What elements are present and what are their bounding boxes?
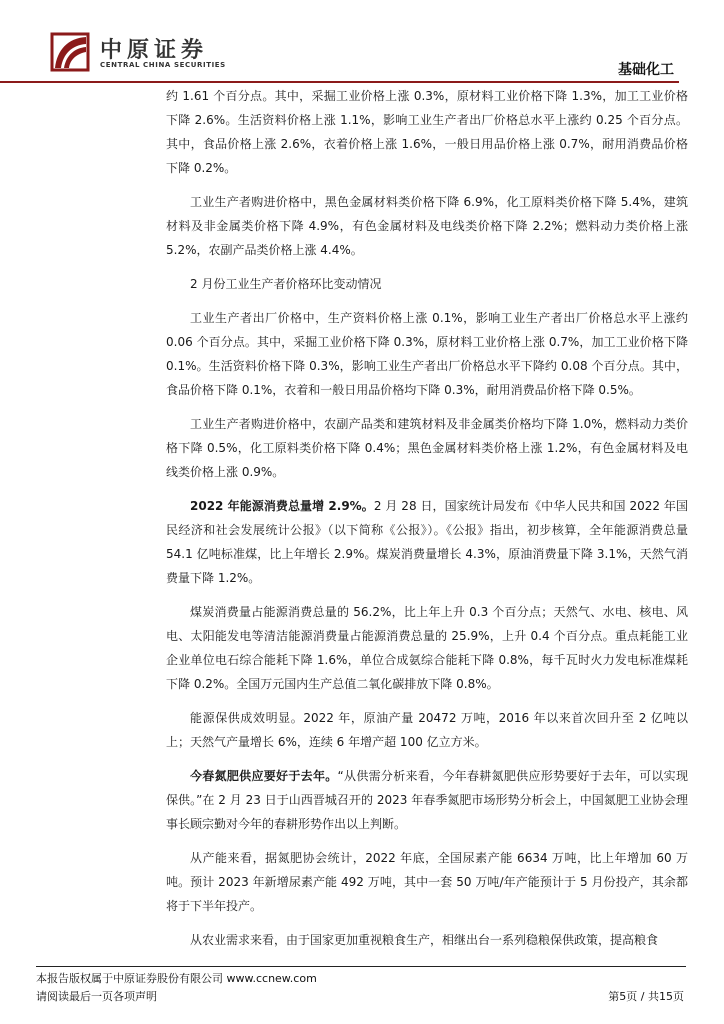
paragraph-lead: 2022 年能源消费总量增 2.9%。 — [190, 499, 374, 513]
paragraph — [166, 600, 688, 696]
footer-copyright-line — [36, 970, 317, 988]
paragraph — [166, 306, 688, 402]
paragraph — [166, 764, 688, 836]
header-divider — [0, 81, 679, 83]
logo-chinese-name: 中原证券 — [100, 38, 209, 63]
paragraph-text: 从产能来看，据氮肥协会统计，2022 年底，全国尿素产能 6634 万吨，比上年增加 60 万吨。预计 2023 年新增尿素产能 492 万吨，其中一套 50 万吨/年产能预计于 5 月份投产，其余都将于下半年投产。 — [166, 851, 688, 913]
paragraph-text: 工业生产者购进价格中，黑色金属材料类价格下降 6.9%，化工原料类价格下降 5.4%，建筑材料及非金属类价格下降 4.9%，有色金属材料及电线类价格下降 2.2%；燃料动力类价格上涨 5.2%，农副产品类价格上涨 4.4%。 — [166, 195, 688, 257]
footer-divider — [36, 966, 686, 967]
industry-label: 基础化工 — [618, 62, 674, 78]
footer-disclaimer: 请阅读最后一页各项声明 — [36, 990, 157, 1003]
paragraph — [166, 84, 688, 180]
paragraph — [166, 494, 688, 590]
page-number: 第5页 / 共15页 — [608, 990, 684, 1003]
paragraph-text: 煤炭消费量占能源消费总量的 56.2%，比上年上升 0.3 个百分点；天然气、水电、核电、风电、太阳能发电等清洁能源消费量占能源消费总量的 25.9%，上升 0.4 个百分点。重点耗能工业企业单位电石综合能耗下降 1.6%，单位合成氨综合能耗下降 0.8%，每千瓦时火力发电标准煤耗下降 0.2%。全国万元国内生产总值二氧化碳排放下降 0.8%。 — [166, 605, 688, 691]
page-footer — [36, 970, 317, 1006]
footer-website[interactable]: www.ccnew.com — [226, 972, 317, 985]
page-header — [0, 0, 724, 84]
paragraph-text: 约 1.61 个百分点。其中，采掘工业价格上涨 0.3%，原材料工业价格下降 1.3%，加工工业价格下降 2.6%。生活资料价格上涨 1.1%，影响工业生产者出厂价格总水平上涨约 0.25 个百分点。其中，食品价格上涨 2.6%，衣着价格上涨 1.6%，一般日用品价格上涨 0.7%，耐用消费品价格下降 0.2%。 — [166, 89, 688, 175]
paragraph — [166, 412, 688, 484]
paragraph-text: 2 月 28 日，国家统计局发布《中华人民共和国 2022 年国民经济和社会发展统计公报》（以下简称《公报》）。《公报》指出，初步核算，全年能源消费总量 54.1 亿吨标准煤，比上年增长 2.9%。煤炭消费量增长 4.3%，原油消费量下降 3.1%，天然气消费量下降 1.2%。 — [166, 499, 688, 585]
company-logo — [48, 30, 238, 74]
footer-copyright: 本报告版权属于中原证券股份有限公司 — [36, 972, 223, 985]
paragraph — [166, 846, 688, 918]
logo-mark-icon — [48, 30, 94, 74]
section-subtitle — [166, 272, 688, 296]
paragraph — [166, 928, 688, 952]
paragraph-text: 工业生产者购进价格中，农副产品类和建筑材料及非金属类价格均下降 1.0%，燃料动力类价格下降 0.5%，化工原料类价格下降 0.4%；黑色金属材料类价格上涨 1.2%，有色金属材料及电线类价格上涨 0.9%。 — [166, 417, 688, 479]
logo-english-name: CENTRAL CHINA SECURITIES — [100, 61, 226, 69]
report-body — [166, 84, 688, 962]
paragraph-text: “从供需分析来看，今年春耕氮肥供应形势要好于去年，可以实现保供。”在 2 月 23 日于山西晋城召开的 2023 年春季氮肥市场形势分析会上，中国氮肥工业协会理事长顾宗勤对今年的春耕形势作出以上判断。 — [166, 769, 688, 831]
paragraph-text: 工业生产者出厂价格中，生产资料价格上涨 0.1%，影响工业生产者出厂价格总水平上涨约 0.06 个百分点。其中，采掘工业价格下降 0.3%，原材料工业价格上涨 0.7%，加工工业价格下降 0.1%。生活资料价格下降 0.3%，影响工业生产者出厂价格总水平下降约 0.08 个百分点。其中，食品价格下降 0.1%，衣着和一般日用品价格均下降 0.3%，耐用消费品价格下降 0.5%。 — [166, 311, 688, 397]
paragraph — [166, 190, 688, 262]
paragraph-text: 2 月份工业生产者价格环比变动情况 — [190, 277, 382, 291]
paragraph — [166, 706, 688, 754]
paragraph-text: 从农业需求来看，由于国家更加重视粮食生产，相继出台一系列稳粮保供政策，提高粮食 — [190, 933, 659, 947]
paragraph-text: 能源保供成效明显。2022 年，原油产量 20472 万吨，2016 年以来首次回升至 2 亿吨以上；天然气产量增长 6%，连续 6 年增产超 100 亿立方米。 — [166, 711, 688, 749]
paragraph-lead: 今春氮肥供应要好于去年。 — [190, 769, 338, 783]
